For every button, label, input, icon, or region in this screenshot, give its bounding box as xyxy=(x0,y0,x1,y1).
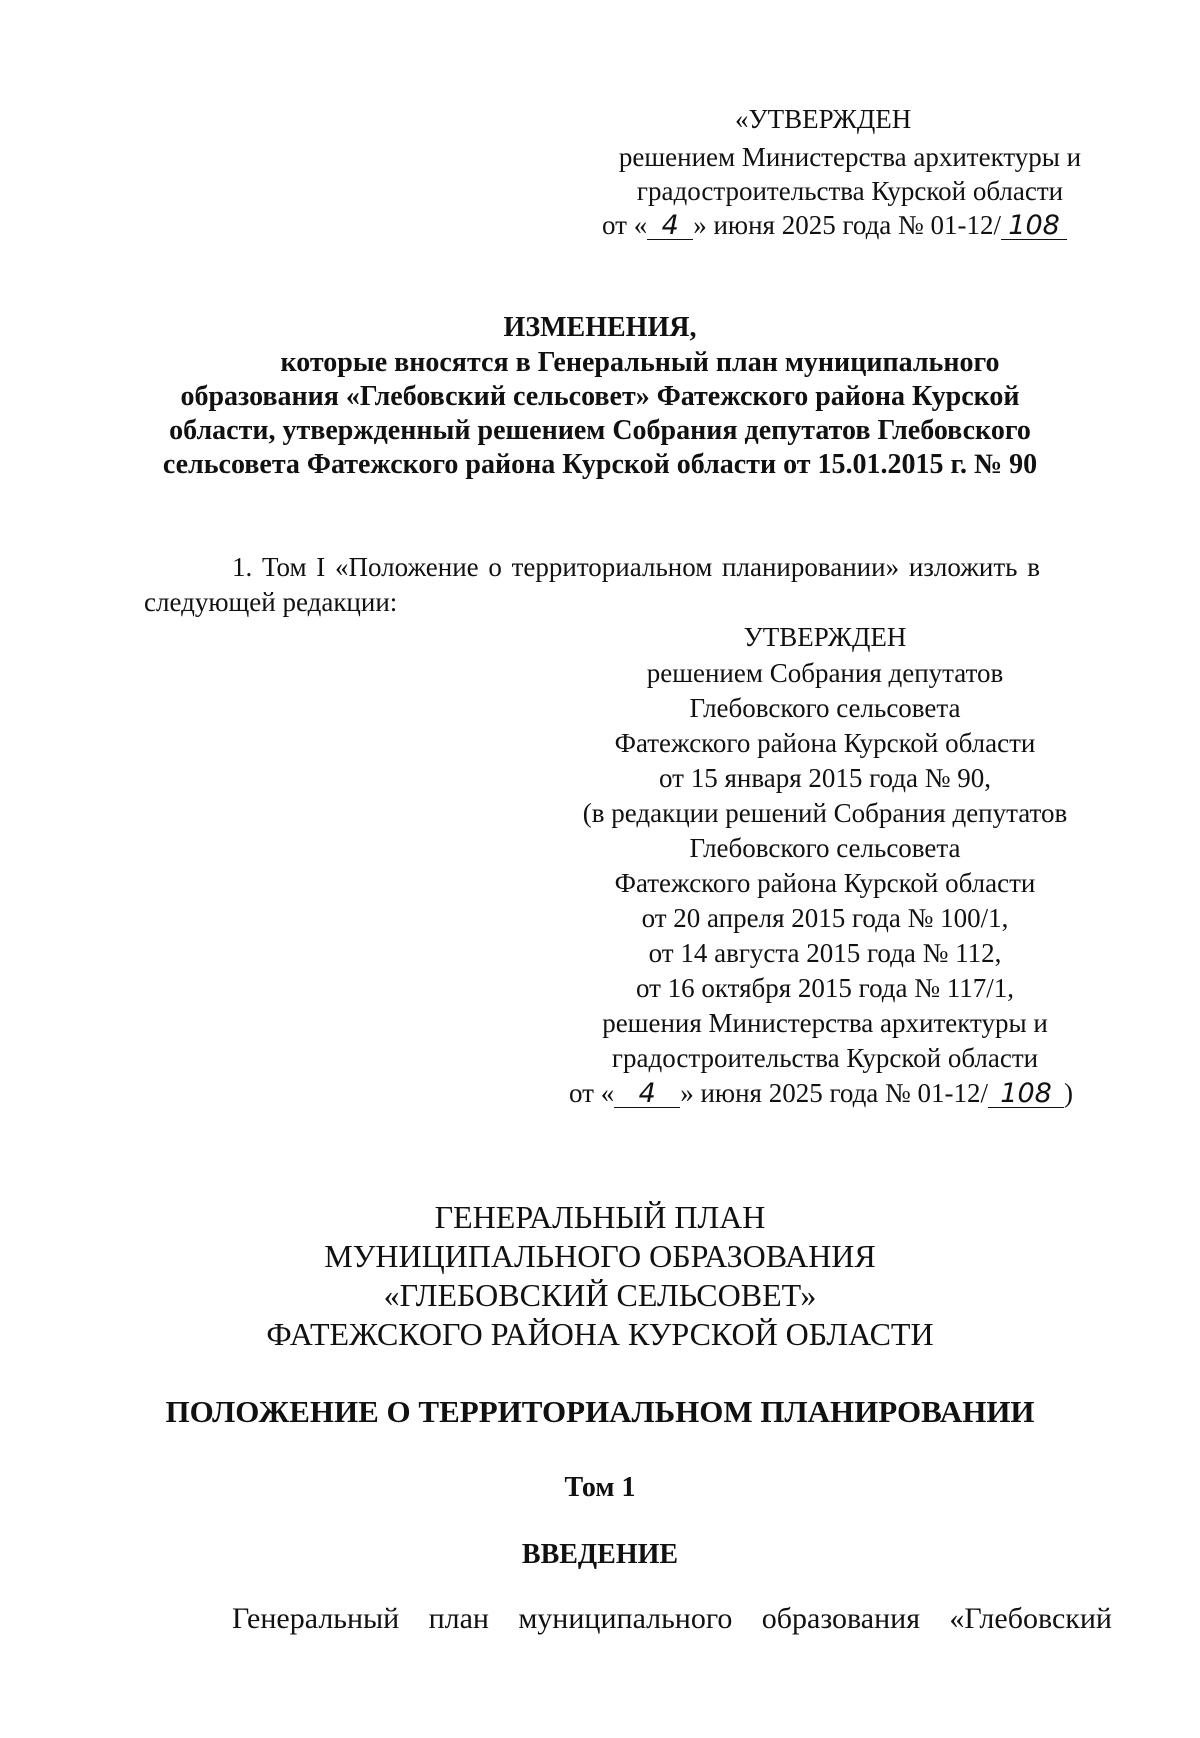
approval-block-line: Фатежского района Курской области xyxy=(614,728,1036,758)
date-middle: » июня 2025 года № 01-12/ xyxy=(680,1078,989,1108)
plan-title-line: «ГЛЕБОВСКИЙ СЕЛЬСОВЕТ» xyxy=(383,1277,817,1313)
intro-first-line xyxy=(232,1601,1112,1637)
intro-heading: ВВЕДЕНИЕ xyxy=(521,1539,679,1570)
changes-line: образования «Глебовский сельсовет» Фатежского района Курской xyxy=(180,381,1020,412)
item-1-line: следующей редакции: xyxy=(144,587,398,617)
approval-block-date xyxy=(569,1076,1073,1110)
intro-word: «Глебовский xyxy=(949,1602,1112,1635)
approval-block-line: (в редакции решений Собрания депутатов xyxy=(582,798,1068,828)
handwritten-number: 108 xyxy=(988,1081,1064,1108)
volume-label: Том 1 xyxy=(564,1472,636,1503)
approval-block-line: от 15 января 2015 года № 90, xyxy=(659,763,991,793)
approval-block-line: Фатежского района Курской области xyxy=(614,868,1036,898)
approval-block-line: Глебовского сельсовета xyxy=(689,833,961,863)
approval-block-line: от 20 апреля 2015 года № 100/1, xyxy=(641,903,1009,933)
approval-header-date xyxy=(602,208,1067,242)
section-title: ПОЛОЖЕНИЕ О ТЕРРИТОРИАЛЬНОМ ПЛАНИРОВАНИИ xyxy=(165,1394,1035,1429)
handwritten-number: 108 xyxy=(1001,213,1067,240)
changes-line: которые вносятся в Генеральный план муниципального xyxy=(280,347,1000,378)
handwritten-day: 4 xyxy=(614,1081,680,1108)
changes-line: области, утвержденный решением Собрания депутатов Глебовского xyxy=(169,415,1031,446)
intro-word: образования xyxy=(761,1602,920,1635)
changes-line: сельсовета Фатежского района Курской области от 15.01.2015 г. № 90 xyxy=(162,449,1038,480)
item-1-line: 1. Том I «Положение о территориальном планировании» изложить в xyxy=(232,552,1040,582)
changes-title: ИЗМЕНЕНИЯ, xyxy=(503,312,697,343)
approval-block-line: градостроительства Курской области xyxy=(611,1043,1039,1073)
approval-block-title: УТВЕРЖДЕН xyxy=(743,622,907,652)
plan-title-line: ФАТЕЖСКОГО РАЙОНА КУРСКОЙ ОБЛАСТИ xyxy=(266,1316,934,1352)
date-prefix: от « xyxy=(602,210,648,240)
approval-block-line: решения Министерства архитектуры и xyxy=(602,1008,1048,1038)
date-middle: » июня 2025 года № 01-12/ xyxy=(693,210,1002,240)
approval-block-line: от 16 октября 2015 года № 117/1, xyxy=(635,973,1015,1003)
date-prefix: от « xyxy=(569,1078,615,1108)
handwritten-day: 4 xyxy=(647,213,693,240)
intro-word: план xyxy=(428,1602,489,1635)
approval-block-line: от 14 августа 2015 года № 112, xyxy=(648,938,1002,968)
approval-header-title: «УТВЕРЖДЕН xyxy=(735,104,912,134)
date-suffix: ) xyxy=(1064,1078,1074,1108)
intro-word: Генеральный xyxy=(232,1602,400,1635)
plan-title-line: МУНИЦИПАЛЬНОГО ОБРАЗОВАНИЯ xyxy=(324,1238,876,1274)
plan-title-line: ГЕНЕРАЛЬНЫЙ ПЛАН xyxy=(434,1199,766,1235)
approval-block-line: Глебовского сельсовета xyxy=(689,693,961,723)
approval-block-line: решением Собрания депутатов xyxy=(646,658,1004,688)
intro-word: муниципального xyxy=(518,1602,733,1635)
approval-header-line: градостроительства Курской области xyxy=(636,176,1064,206)
approval-header-line: решением Министерства архитектуры и xyxy=(618,142,1082,172)
